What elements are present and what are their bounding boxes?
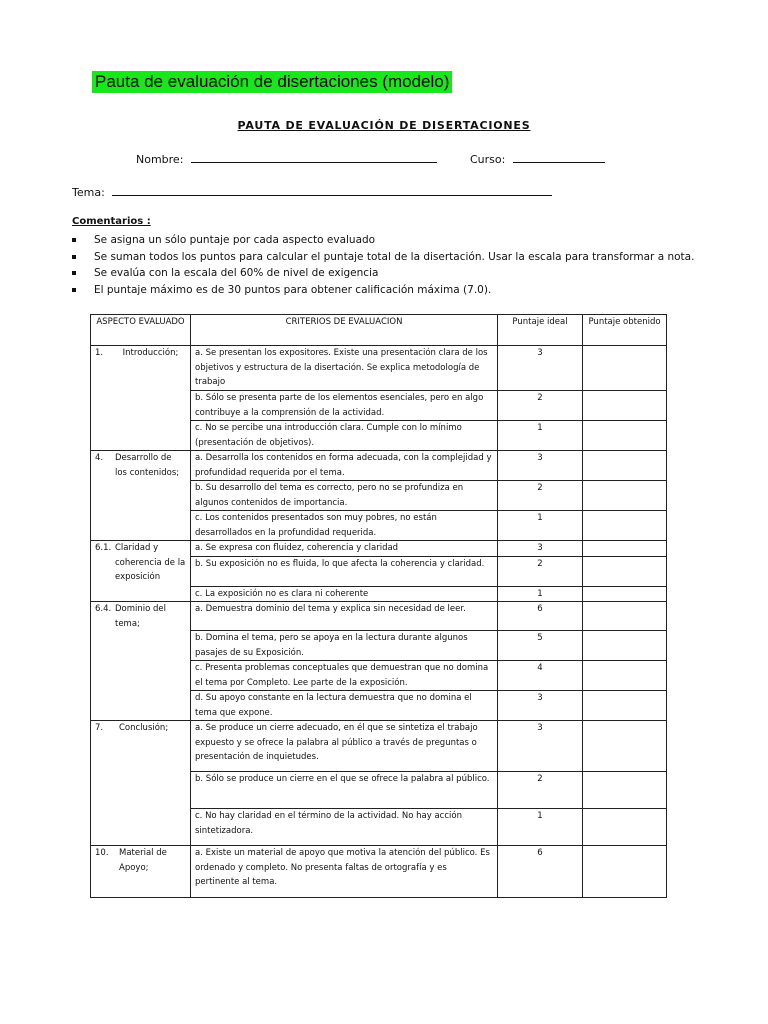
table-row (91, 541, 667, 557)
aspect-cell (91, 846, 191, 898)
ideal-score-cell: 3 (498, 721, 583, 772)
criterion-cell: a. Existe un material de apoyo que motiva la atención del público. Es ordenado y completo. No presenta faltas de ortografía y es pertinente al tema. (191, 846, 498, 898)
ideal-score-cell: 2 (498, 481, 583, 511)
rubric-table (90, 314, 667, 898)
obtained-score-cell[interactable] (583, 631, 667, 661)
ideal-score-cell: 1 (498, 586, 583, 602)
obtained-score-cell[interactable] (583, 691, 667, 721)
table-row (91, 602, 667, 631)
aspect-cell (91, 602, 191, 721)
aspect-number: 7. (95, 723, 104, 733)
table-row (91, 451, 667, 481)
aspect-name: Introducción; (122, 348, 179, 358)
ideal-score-cell: 3 (498, 541, 583, 557)
comment-text: El puntaje máximo es de 30 puntos para obtener calificación máxima (7.0). (94, 283, 492, 296)
document-title: PAUTA DE EVALUACIÓN DE DISERTACIONES (237, 119, 531, 132)
bullet-square-icon (72, 238, 76, 242)
header-aspecto: ASPECTO EVALUADO (91, 315, 191, 346)
criterion-cell: a. Desarrolla los contenidos en forma adecuada, con la complejidad y profundidad requerida por el tema. (191, 451, 498, 481)
ideal-score-cell: 1 (498, 421, 583, 451)
aspect-cell (91, 541, 191, 602)
obtained-score-cell[interactable] (583, 772, 667, 809)
comment-text: Se suman todos los puntos para calcular el puntaje total de la disertación. Usar la escala para transformar a nota. (94, 250, 695, 263)
aspect-cell (91, 721, 191, 846)
aspect-number: 1. (95, 348, 104, 358)
aspect-cell (91, 346, 191, 451)
obtained-score-cell[interactable] (583, 586, 667, 602)
bullet-square-icon (72, 288, 76, 292)
obtained-score-cell[interactable] (583, 451, 667, 481)
tema-field (72, 185, 552, 199)
ideal-score-cell: 5 (498, 631, 583, 661)
criterion-cell: b. Su exposición no es fluida, lo que afecta la coherencia y claridad. (191, 556, 498, 586)
tema-label: Tema: (72, 186, 105, 199)
criterion-cell: a. Demuestra dominio del tema y explica sin necesidad de leer. (191, 602, 498, 631)
ideal-score-cell: 3 (498, 691, 583, 721)
obtained-score-cell[interactable] (583, 661, 667, 691)
comments-heading: Comentarios : (72, 216, 151, 227)
comments-list (72, 232, 694, 298)
ideal-score-cell: 2 (498, 556, 583, 586)
criterion-cell: d. Su apoyo constante en la lectura demuestra que no domina el tema que expone. (191, 691, 498, 721)
obtained-score-cell[interactable] (583, 421, 667, 451)
ideal-score-cell: 4 (498, 661, 583, 691)
ideal-score-cell: 1 (498, 511, 583, 541)
aspect-number: 6.1. (95, 543, 112, 553)
table-header-row (91, 315, 667, 346)
criterion-cell: a. Se expresa con fluidez, coherencia y claridad (191, 541, 498, 557)
ideal-score-cell: 2 (498, 772, 583, 809)
nombre-label: Nombre: (136, 153, 184, 166)
tema-blank-line[interactable] (112, 185, 552, 196)
obtained-score-cell[interactable] (583, 346, 667, 391)
criterion-cell: b. Sólo se presenta parte de los elementos esenciales, pero en algo contribuye a la comprensión de la actividad. (191, 391, 498, 421)
criterion-cell: a. Se produce un cierre adecuado, en él que se sintetiza el trabajo expuesto y se ofrece la palabra al público a través de preguntas o presentación de inquietudes. (191, 721, 498, 772)
curso-label: Curso: (470, 153, 506, 166)
comment-item (72, 232, 694, 249)
curso-blank-line[interactable] (513, 152, 605, 163)
ideal-score-cell: 6 (498, 602, 583, 631)
curso-field (470, 152, 605, 166)
criterion-cell: a. Se presentan los expositores. Existe una presentación clara de los objetivos y estructura de la disertación. Se explica metodología de trabajo (191, 346, 498, 391)
bullet-square-icon (72, 255, 76, 259)
ideal-score-cell: 3 (498, 451, 583, 481)
aspect-number: 4. (95, 453, 104, 463)
criterion-cell: c. Los contenidos presentados son muy pobres, no están desarrollados en la profundidad requerida. (191, 511, 498, 541)
obtained-score-cell[interactable] (583, 541, 667, 557)
bullet-square-icon (72, 271, 76, 275)
criterion-cell: c. No hay claridad en el término de la actividad. No hay acción sintetizadora. (191, 809, 498, 846)
comment-item (72, 249, 694, 266)
aspect-name: Conclusión; (119, 723, 169, 733)
aspect-name: Material de Apoyo; (119, 848, 167, 873)
obtained-score-cell[interactable] (583, 511, 667, 541)
header-criterios: CRITERIOS DE EVALUACION (191, 315, 498, 346)
table-row (91, 346, 667, 391)
highlighted-title: Pauta de evaluación de disertaciones (modelo) (92, 71, 452, 93)
aspect-name: Desarrollo de los contenidos; (115, 453, 180, 478)
criterion-cell: b. Sólo se produce un cierre en el que se ofrece la palabra al público. (191, 772, 498, 809)
comment-text: Se evalúa con la escala del 60% de nivel de exigencia (94, 267, 379, 279)
aspect-name: Dominio del tema; (115, 604, 167, 629)
obtained-score-cell[interactable] (583, 846, 667, 898)
header-puntaje-obtenido: Puntaje obtenido (583, 315, 667, 346)
nombre-blank-line[interactable] (191, 152, 437, 163)
table-row (91, 846, 667, 898)
obtained-score-cell[interactable] (583, 391, 667, 421)
nombre-field (136, 152, 437, 166)
comment-item (72, 282, 694, 299)
comment-item (72, 265, 694, 282)
criterion-cell: b. Su desarrollo del tema es correcto, pero no se profundiza en algunos contenidos de importancia. (191, 481, 498, 511)
table-row (91, 721, 667, 772)
criterion-cell: c. Presenta problemas conceptuales que demuestran que no domina el tema por Completo. Lee parte de la exposición. (191, 661, 498, 691)
criterion-cell: c. La exposición no es clara ni coherente (191, 586, 498, 602)
header-puntaje-ideal: Puntaje ideal (498, 315, 583, 346)
obtained-score-cell[interactable] (583, 809, 667, 846)
ideal-score-cell: 6 (498, 846, 583, 898)
ideal-score-cell: 2 (498, 391, 583, 421)
obtained-score-cell[interactable] (583, 481, 667, 511)
aspect-number: 10. (95, 848, 109, 858)
obtained-score-cell[interactable] (583, 556, 667, 586)
aspect-number: 6.4. (95, 604, 112, 614)
obtained-score-cell[interactable] (583, 602, 667, 631)
aspect-name: Claridad y coherencia de la exposición (115, 543, 186, 582)
obtained-score-cell[interactable] (583, 721, 667, 772)
ideal-score-cell: 1 (498, 809, 583, 846)
criterion-cell: c. No se percibe una introducción clara. Cumple con lo mínimo (presentación de objetivos). (191, 421, 498, 451)
ideal-score-cell: 3 (498, 346, 583, 391)
criterion-cell: b. Domina el tema, pero se apoya en la lectura durante algunos pasajes de su Exposición. (191, 631, 498, 661)
comment-text: Se asigna un sólo puntaje por cada aspecto evaluado (94, 234, 376, 246)
aspect-cell (91, 451, 191, 541)
